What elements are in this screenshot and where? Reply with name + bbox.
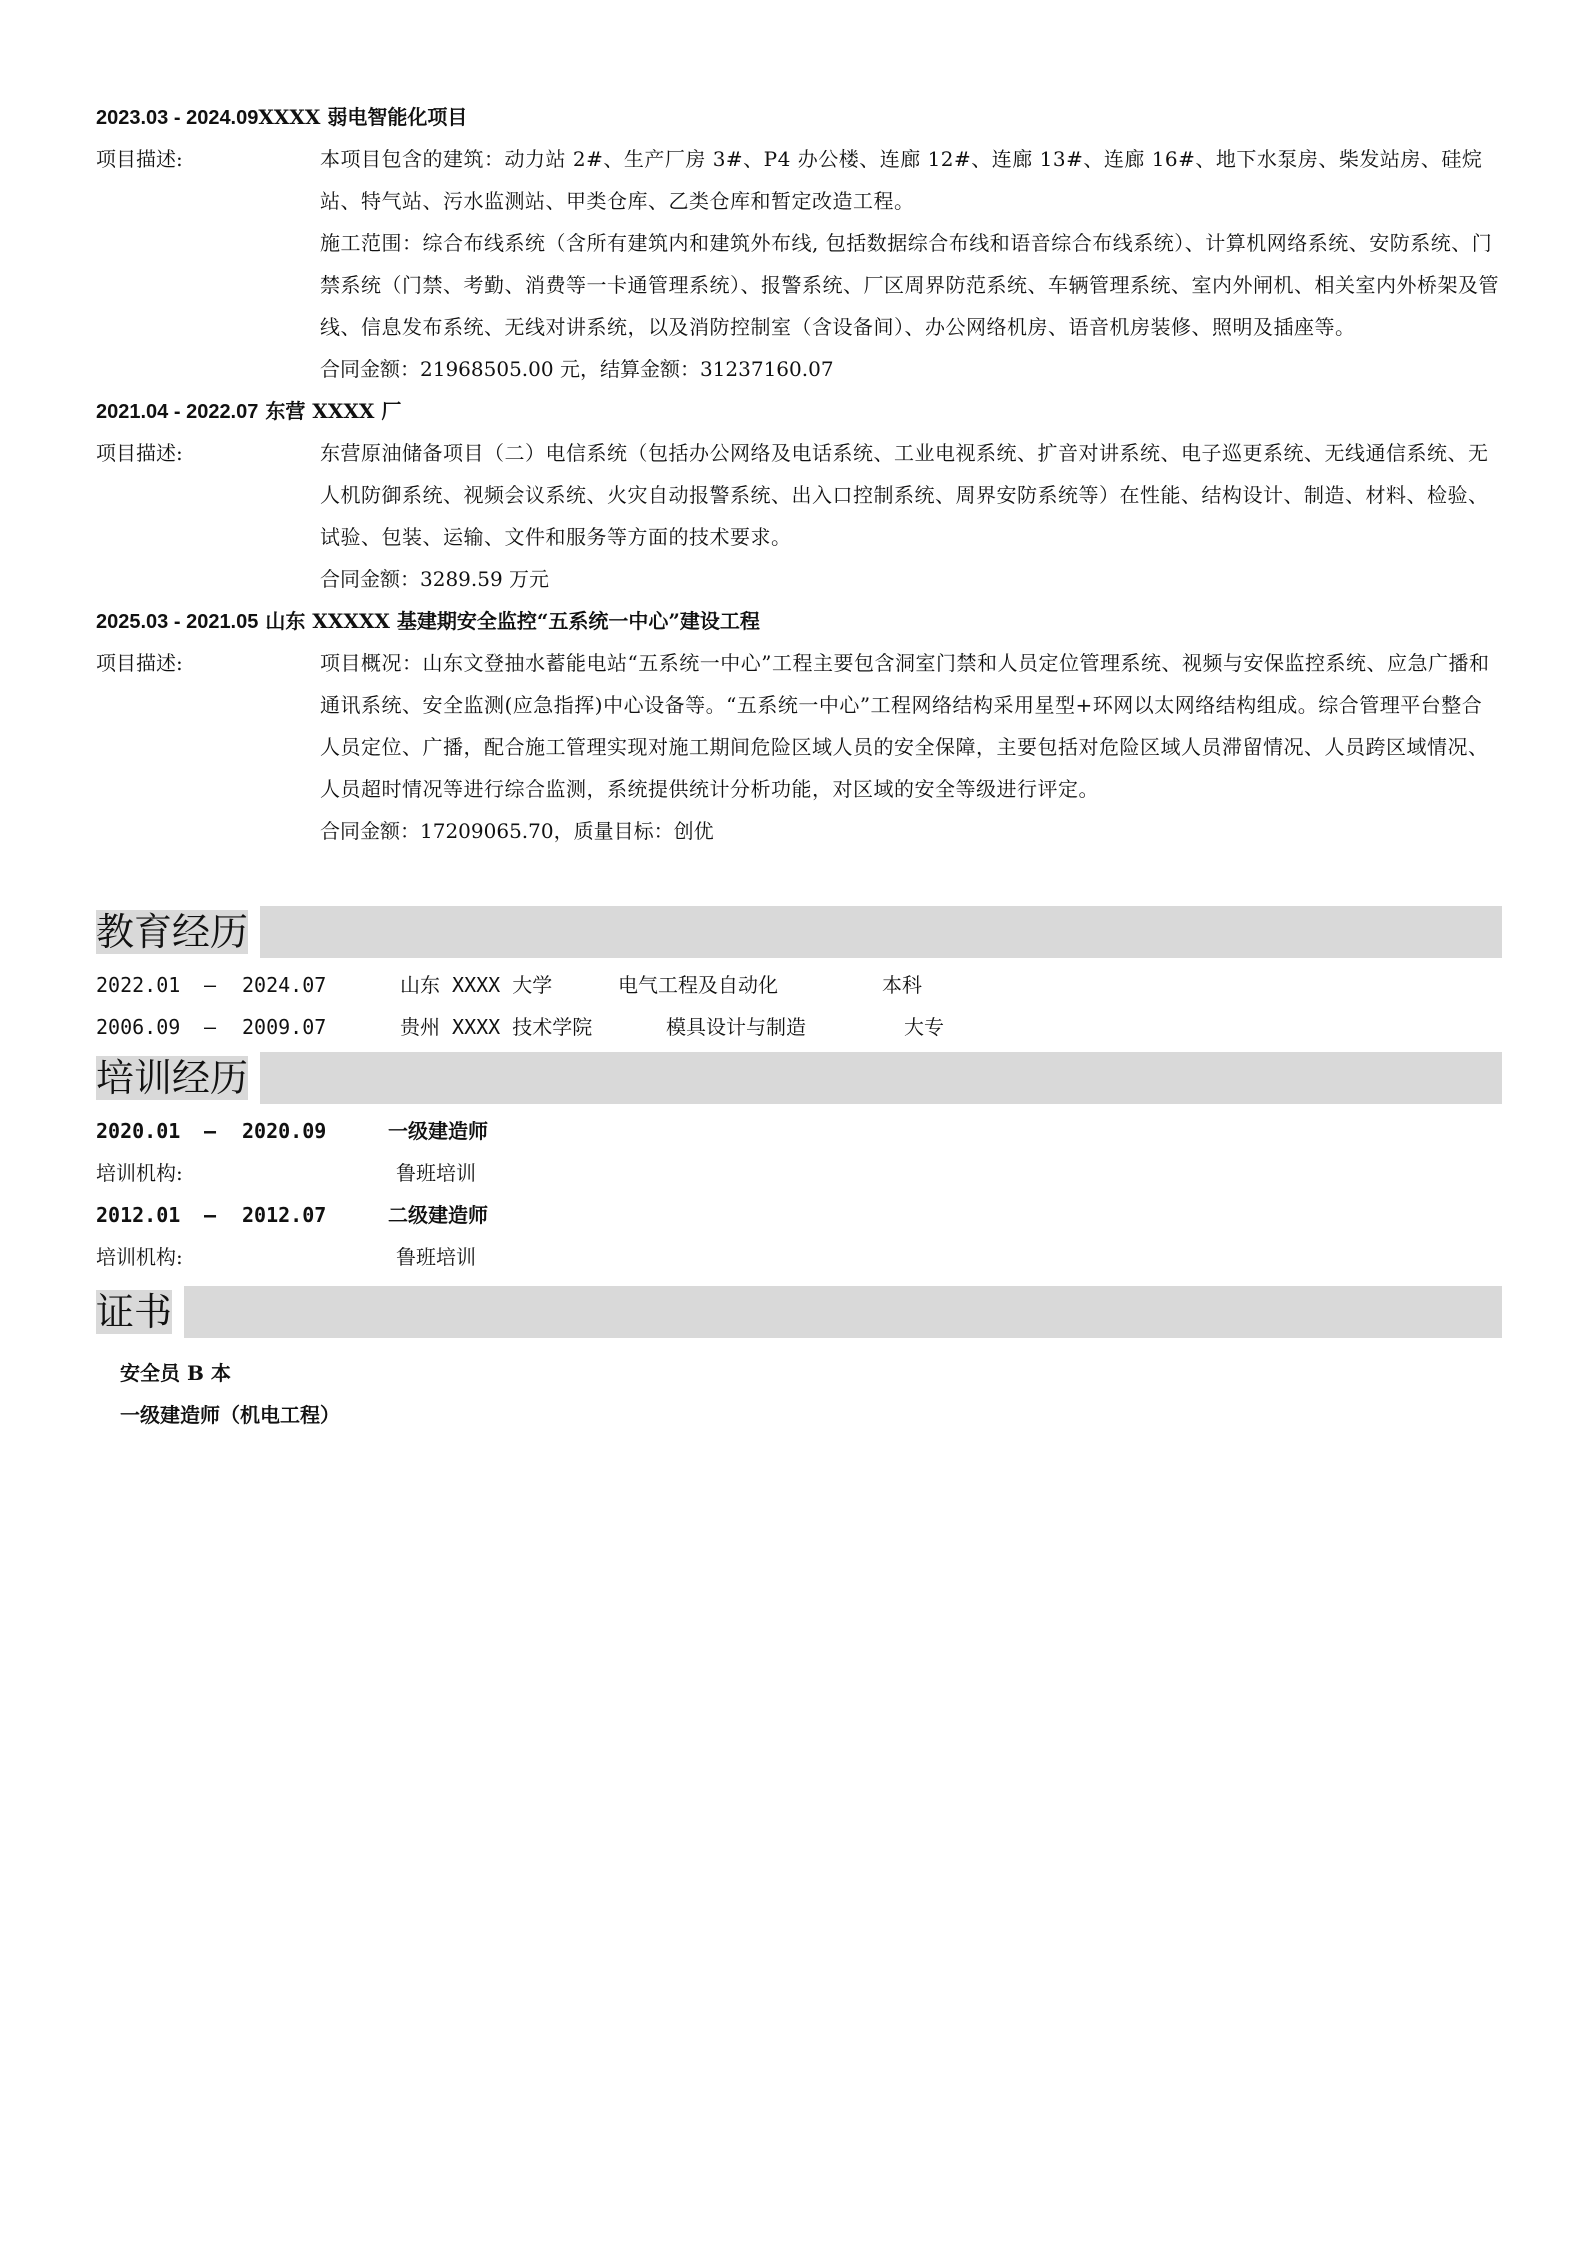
- education-end: 2024.07: [242, 973, 327, 997]
- section-header-certificates: [96, 1286, 1502, 1338]
- section-title: 教育经历: [96, 906, 260, 958]
- education-start: 2006.09: [96, 1015, 181, 1039]
- education-row: [96, 1006, 1502, 1048]
- education-degree: 本科: [882, 973, 922, 997]
- training-start: 2012.01: [96, 1203, 181, 1227]
- training-org-label: 培训机构:: [96, 1245, 183, 1269]
- section-header-training: [96, 1052, 1502, 1104]
- project-dates: 2021.04 - 2022.07: [96, 401, 259, 423]
- training-org-row: [96, 1152, 1502, 1194]
- certificate-item: 一级建造师（机电工程）: [120, 1403, 340, 1427]
- training-org: 鲁班培训: [396, 1161, 476, 1185]
- project-dates: 2025.03 - 2021.05: [96, 611, 259, 633]
- education-school: 山东 XXXX 大学: [400, 973, 553, 997]
- section-title: 证书: [96, 1286, 184, 1338]
- project-entry: [96, 390, 1502, 600]
- training-course: 二级建造师: [388, 1203, 488, 1227]
- date-separator: –: [204, 1015, 217, 1039]
- training-start: 2020.01: [96, 1119, 181, 1143]
- education-end: 2009.07: [242, 1015, 327, 1039]
- training-org-label: 培训机构:: [96, 1161, 183, 1185]
- section-header-education: [96, 906, 1502, 958]
- training-row: [96, 1194, 1502, 1236]
- project-description: [320, 432, 1502, 600]
- date-separator: –: [204, 973, 217, 997]
- project-amount: 合同金额：21968505.00 元，结算金额：31237160.07: [320, 357, 834, 381]
- education-degree: 大专: [904, 1015, 944, 1039]
- education-major: 模具设计与制造: [666, 1015, 806, 1039]
- project-title: [96, 390, 1502, 432]
- training-row: [96, 1110, 1502, 1152]
- certificate-item: 安全员 B 本: [120, 1361, 231, 1385]
- project-description: [320, 642, 1502, 852]
- training-end: 2020.09: [242, 1119, 327, 1143]
- project-paragraph: 东营原油储备项目（二）电信系统（包括办公网络及电话系统、工业电视系统、扩音对讲系统、电子巡更系统、无线通信系统、无人机防御系统、视频会议系统、火灾自动报警系统、出入口控制系统、周界安防系统等）在性能、结构设计、制造、材料、检验、试验、包装、运输、文件和服务等方面的技术要求。: [320, 441, 1489, 549]
- project-label: 项目描述:: [96, 441, 183, 465]
- project-entry: [96, 600, 1502, 852]
- training-end: 2012.07: [242, 1203, 327, 1227]
- project-paragraph: 项目概况：山东文登抽水蓄能电站“五系统一中心”工程主要包含洞室门禁和人员定位管理系统、视频与安保监控系统、应急广播和通讯系统、安全监测(应急指挥)中心设备等。“五系统一中心”工程网络结构采用星型+环网以太网络结构组成。综合管理平台整合人员定位、广播，配合施工管理实现对施工期间危险区域人员的安全保障，主要包括对危险区域人员滞留情况、人员跨区域情况、人员超时情况等进行综合监测，系统提供统计分析功能，对区域的安全等级进行评定。: [320, 651, 1490, 801]
- project-title: [96, 600, 1502, 642]
- project-name: 东营 XXXX 厂: [265, 399, 402, 423]
- date-separator: –: [204, 1119, 217, 1143]
- project-amount: 合同金额：3289.59 万元: [320, 567, 550, 591]
- project-name: 山东 XXXXX 基建期安全监控“五系统一中心”建设工程: [265, 609, 760, 633]
- training-org: 鲁班培训: [396, 1245, 476, 1269]
- training-org-row: [96, 1236, 1502, 1278]
- date-separator: –: [204, 1203, 217, 1227]
- resume-content: [96, 96, 1502, 1436]
- project-title: [96, 96, 1502, 138]
- project-description: [320, 138, 1502, 390]
- project-entry: [96, 96, 1502, 390]
- education-start: 2022.01: [96, 973, 181, 997]
- project-dates: 2023.03 - 2024.09: [96, 107, 259, 129]
- training-course: 一级建造师: [388, 1119, 488, 1143]
- education-major: 电气工程及自动化: [618, 973, 778, 997]
- project-label: 项目描述:: [96, 147, 183, 171]
- project-paragraph: 本项目包含的建筑：动力站 2#、生产厂房 3#、P4 办公楼、连廊 12#、连廊 13#、连廊 16#、地下水泵房、柴发站房、硅烷站、特气站、污水监测站、甲类仓库、乙类仓库和暂定改造工程。: [320, 147, 1483, 213]
- project-label: 项目描述:: [96, 651, 183, 675]
- education-school: 贵州 XXXX 技术学院: [400, 1015, 593, 1039]
- project-name: XXXX 弱电智能化项目: [258, 105, 468, 129]
- project-paragraph: 施工范围：综合布线系统（含所有建筑内和建筑外布线, 包括数据综合布线和语音综合布线系统）、计算机网络系统、安防系统、门禁系统（门禁、考勤、消费等一卡通管理系统）、报警系统、厂区周界防范系统、车辆管理系统、室内外闸机、相关室内外桥架及管线、信息发布系统、无线对讲系统，以及消防控制室（含设备间）、办公网络机房、语音机房装修、照明及插座等。: [320, 231, 1499, 339]
- project-amount: 合同金额：17209065.70，质量目标：创优: [320, 819, 714, 843]
- section-title: 培训经历: [96, 1052, 260, 1104]
- education-row: [96, 964, 1502, 1006]
